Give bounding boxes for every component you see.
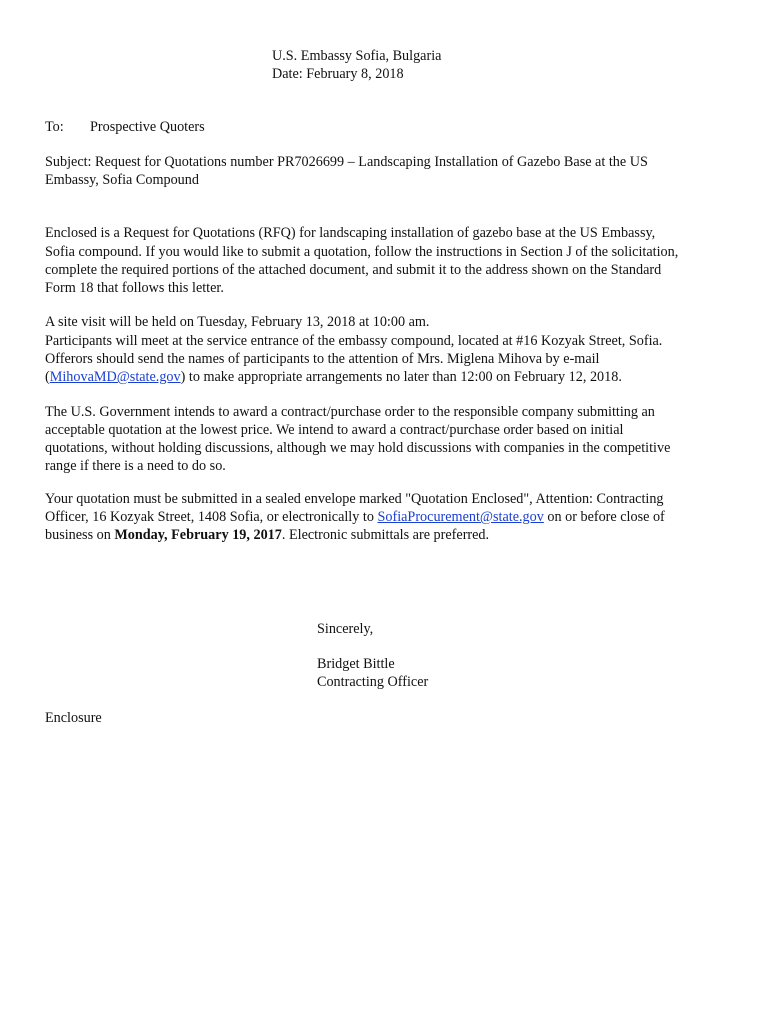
enclosure-note: Enclosure <box>45 710 102 726</box>
para2-line-3: Offerors should send the names of participants to the attention of Mrs. Miglena Mihova by e-mail <box>45 351 600 367</box>
para3-line-3: quotations, without holding discussions, although we may hold discussions with companies in the competitive <box>45 440 671 456</box>
para4-line-3 <box>45 526 489 544</box>
para2-line-1: A site visit will be held on Tuesday, February 13, 2018 at 10:00 am. <box>45 314 430 330</box>
to-label: To: <box>45 119 64 135</box>
to-recipient: Prospective Quoters <box>90 119 205 135</box>
para4-line-1: Your quotation must be submitted in a sealed envelope marked "Quotation Enclosed", Attention: Contracting <box>45 491 664 507</box>
para4-line-2-post: on or before close of <box>543 509 665 525</box>
para4-line-2 <box>45 508 665 526</box>
para3-line-2: acceptable quotation at the lowest price. We intend to award a contract/purchase order based on initial <box>45 422 624 438</box>
para2-line-4-rest: ) to make appropriate arrangements no later than 12:00 on February 12, 2018. <box>180 369 622 385</box>
mihova-email-link[interactable]: MihovaMD@state.gov <box>49 369 181 385</box>
para4-line-3-pre: business on <box>45 527 115 543</box>
embassy-location: U.S. Embassy Sofia, Bulgaria <box>272 48 442 64</box>
subject-line-1: Subject: Request for Quotations number PR7026699 – Landscaping Installation of Gazebo Base at the US <box>45 154 648 170</box>
signer-title: Contracting Officer <box>317 674 429 690</box>
para3-line-1: The U.S. Government intends to award a contract/purchase order to the responsible company submitting an <box>45 404 655 420</box>
closing-salutation: Sincerely, <box>317 621 374 637</box>
subject-line-2: Embassy, Sofia Compound <box>45 172 199 188</box>
deadline-date: Monday, February 19, 2017 <box>114 527 282 543</box>
para4-line-3-post: . Electronic submittals are preferred. <box>281 527 490 543</box>
letter-date: Date: February 8, 2018 <box>272 66 404 82</box>
para3-line-4: range if there is a need to do so. <box>45 458 226 474</box>
procurement-email-link[interactable]: SofiaProcurement@state.gov <box>377 509 544 525</box>
para1-line-4: Form 18 that follows this letter. <box>45 280 224 296</box>
para4-line-2-pre: Officer, 16 Kozyak Street, 1408 Sofia, or electronically to <box>45 509 378 525</box>
signer-name: Bridget Bittle <box>317 656 395 672</box>
paren-open: ( <box>45 369 50 385</box>
para1-line-3: complete the required portions of the attached document, and submit it to the address shown on the Standard <box>45 262 662 278</box>
para1-line-2: Sofia compound. If you would like to submit a quotation, follow the instructions in Section J of the solicitation, <box>45 244 679 260</box>
para2-line-4 <box>45 368 622 386</box>
para1-line-1: Enclosed is a Request for Quotations (RFQ) for landscaping installation of gazebo base at the US Embassy, <box>45 225 656 241</box>
para2-line-2: Participants will meet at the service entrance of the embassy compound, located at #16 Kozyak Street, Sofia. <box>45 333 663 349</box>
